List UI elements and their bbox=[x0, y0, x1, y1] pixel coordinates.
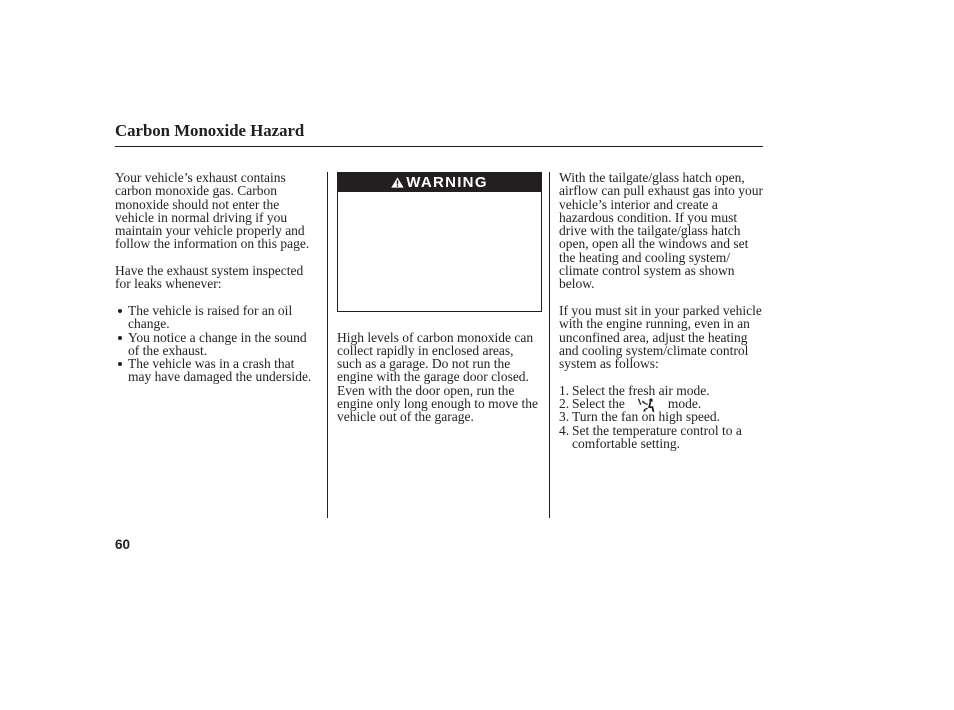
page-number: 60 bbox=[115, 537, 131, 552]
garage-paragraph bbox=[337, 331, 538, 424]
paragraph-line: Have the exhaust system inspected bbox=[115, 263, 304, 279]
paragraph-line: monoxide should not enter the bbox=[115, 196, 280, 212]
paragraph-line: unconfined area, adjust the heating bbox=[559, 329, 748, 345]
column-divider-left bbox=[327, 172, 328, 518]
paragraph-line: Your vehicle’s exhaust contains bbox=[115, 170, 286, 185]
paragraph-line: carbon monoxide gas. Carbon bbox=[115, 183, 277, 199]
step-number: 4. bbox=[559, 422, 570, 438]
paragraph-line: Even with the door open, run the bbox=[337, 382, 515, 398]
step-number: 2. bbox=[559, 396, 570, 412]
list-item-line: The vehicle was in a crash that bbox=[128, 356, 295, 372]
paragraph-line: High levels of carbon monoxide can bbox=[337, 329, 534, 345]
paragraph-line: drive with the tailgate/glass hatch bbox=[559, 223, 741, 239]
step-text-before-icon: Select the bbox=[572, 396, 625, 412]
paragraph-line: system as follows: bbox=[559, 356, 659, 372]
paragraph-line: engine only long enough to move the bbox=[337, 396, 538, 412]
tailgate-paragraph bbox=[559, 171, 765, 291]
step-item bbox=[559, 397, 765, 410]
list-item-line: of the exhaust. bbox=[128, 342, 208, 358]
paragraph-line: for leaks whenever: bbox=[115, 276, 222, 292]
warning-box bbox=[337, 172, 542, 312]
paragraph-line: engine with the garage door closed. bbox=[337, 369, 529, 385]
intro-paragraph bbox=[115, 171, 321, 251]
page-title: Carbon Monoxide Hazard bbox=[115, 121, 305, 140]
step-item bbox=[559, 424, 765, 451]
paragraph-line: hazardous condition. If you must bbox=[559, 209, 738, 225]
paragraph-line: with the engine running, even in an bbox=[559, 316, 750, 332]
paragraph-line: open, open all the windows and set bbox=[559, 236, 749, 252]
warning-header bbox=[337, 172, 542, 192]
climate-steps-list bbox=[559, 384, 765, 450]
parked-vehicle-paragraph bbox=[559, 304, 765, 370]
paragraph-line: the heating and cooling system/ bbox=[559, 249, 730, 265]
inspection-paragraph bbox=[115, 264, 321, 291]
paragraph-line: maintain your vehicle properly and bbox=[115, 223, 305, 239]
list-item-line: The vehicle is raised for an oil bbox=[128, 302, 293, 318]
column-middle bbox=[337, 171, 543, 518]
bullet-icon bbox=[118, 309, 122, 313]
column-divider-right bbox=[549, 172, 550, 518]
step-text-after-icon: mode. bbox=[667, 396, 702, 412]
step-line: Set the temperature control to a bbox=[572, 422, 742, 438]
list-item-line: may have damaged the underside. bbox=[128, 369, 312, 385]
step-number: 1. bbox=[559, 382, 570, 398]
step-line: Select the fresh air mode. bbox=[572, 382, 710, 398]
step-item bbox=[559, 384, 765, 397]
paragraph-line: such as a garage. Do not run the bbox=[337, 356, 511, 372]
paragraph-line: follow the information on this page. bbox=[115, 236, 310, 252]
step-item bbox=[559, 410, 765, 423]
list-item bbox=[115, 304, 321, 331]
paragraph-line: vehicle in normal driving if you bbox=[115, 209, 288, 225]
bullet-icon bbox=[118, 362, 122, 366]
step-line bbox=[572, 397, 765, 410]
paragraph-line: If you must sit in your parked vehicle bbox=[559, 302, 762, 318]
title-rule bbox=[115, 146, 763, 147]
paragraph-line: vehicle’s interior and create a bbox=[559, 196, 718, 212]
list-item-line: You notice a change in the sound bbox=[128, 329, 307, 345]
warning-triangle-icon bbox=[391, 177, 404, 188]
inspection-conditions-list bbox=[115, 304, 321, 384]
list-item-line: change. bbox=[128, 316, 170, 332]
paragraph-line: below. bbox=[559, 276, 595, 292]
column-right bbox=[559, 171, 765, 450]
step-line: Turn the fan on high speed. bbox=[572, 409, 720, 425]
warning-label: WARNING bbox=[406, 173, 488, 191]
paragraph-line: collect rapidly in enclosed areas, bbox=[337, 342, 514, 358]
list-item bbox=[115, 331, 321, 358]
bullet-icon bbox=[118, 336, 122, 340]
paragraph-line: vehicle out of the garage. bbox=[337, 409, 474, 425]
list-item bbox=[115, 357, 321, 384]
paragraph-line: With the tailgate/glass hatch open, bbox=[559, 170, 745, 185]
step-number: 3. bbox=[559, 409, 570, 425]
column-left bbox=[115, 171, 321, 384]
paragraph-line: airflow can pull exhaust gas into your bbox=[559, 183, 763, 199]
paragraph-line: climate control system as shown bbox=[559, 263, 735, 279]
step-line: comfortable setting. bbox=[572, 435, 680, 451]
paragraph-line: and cooling system/climate control bbox=[559, 342, 749, 358]
